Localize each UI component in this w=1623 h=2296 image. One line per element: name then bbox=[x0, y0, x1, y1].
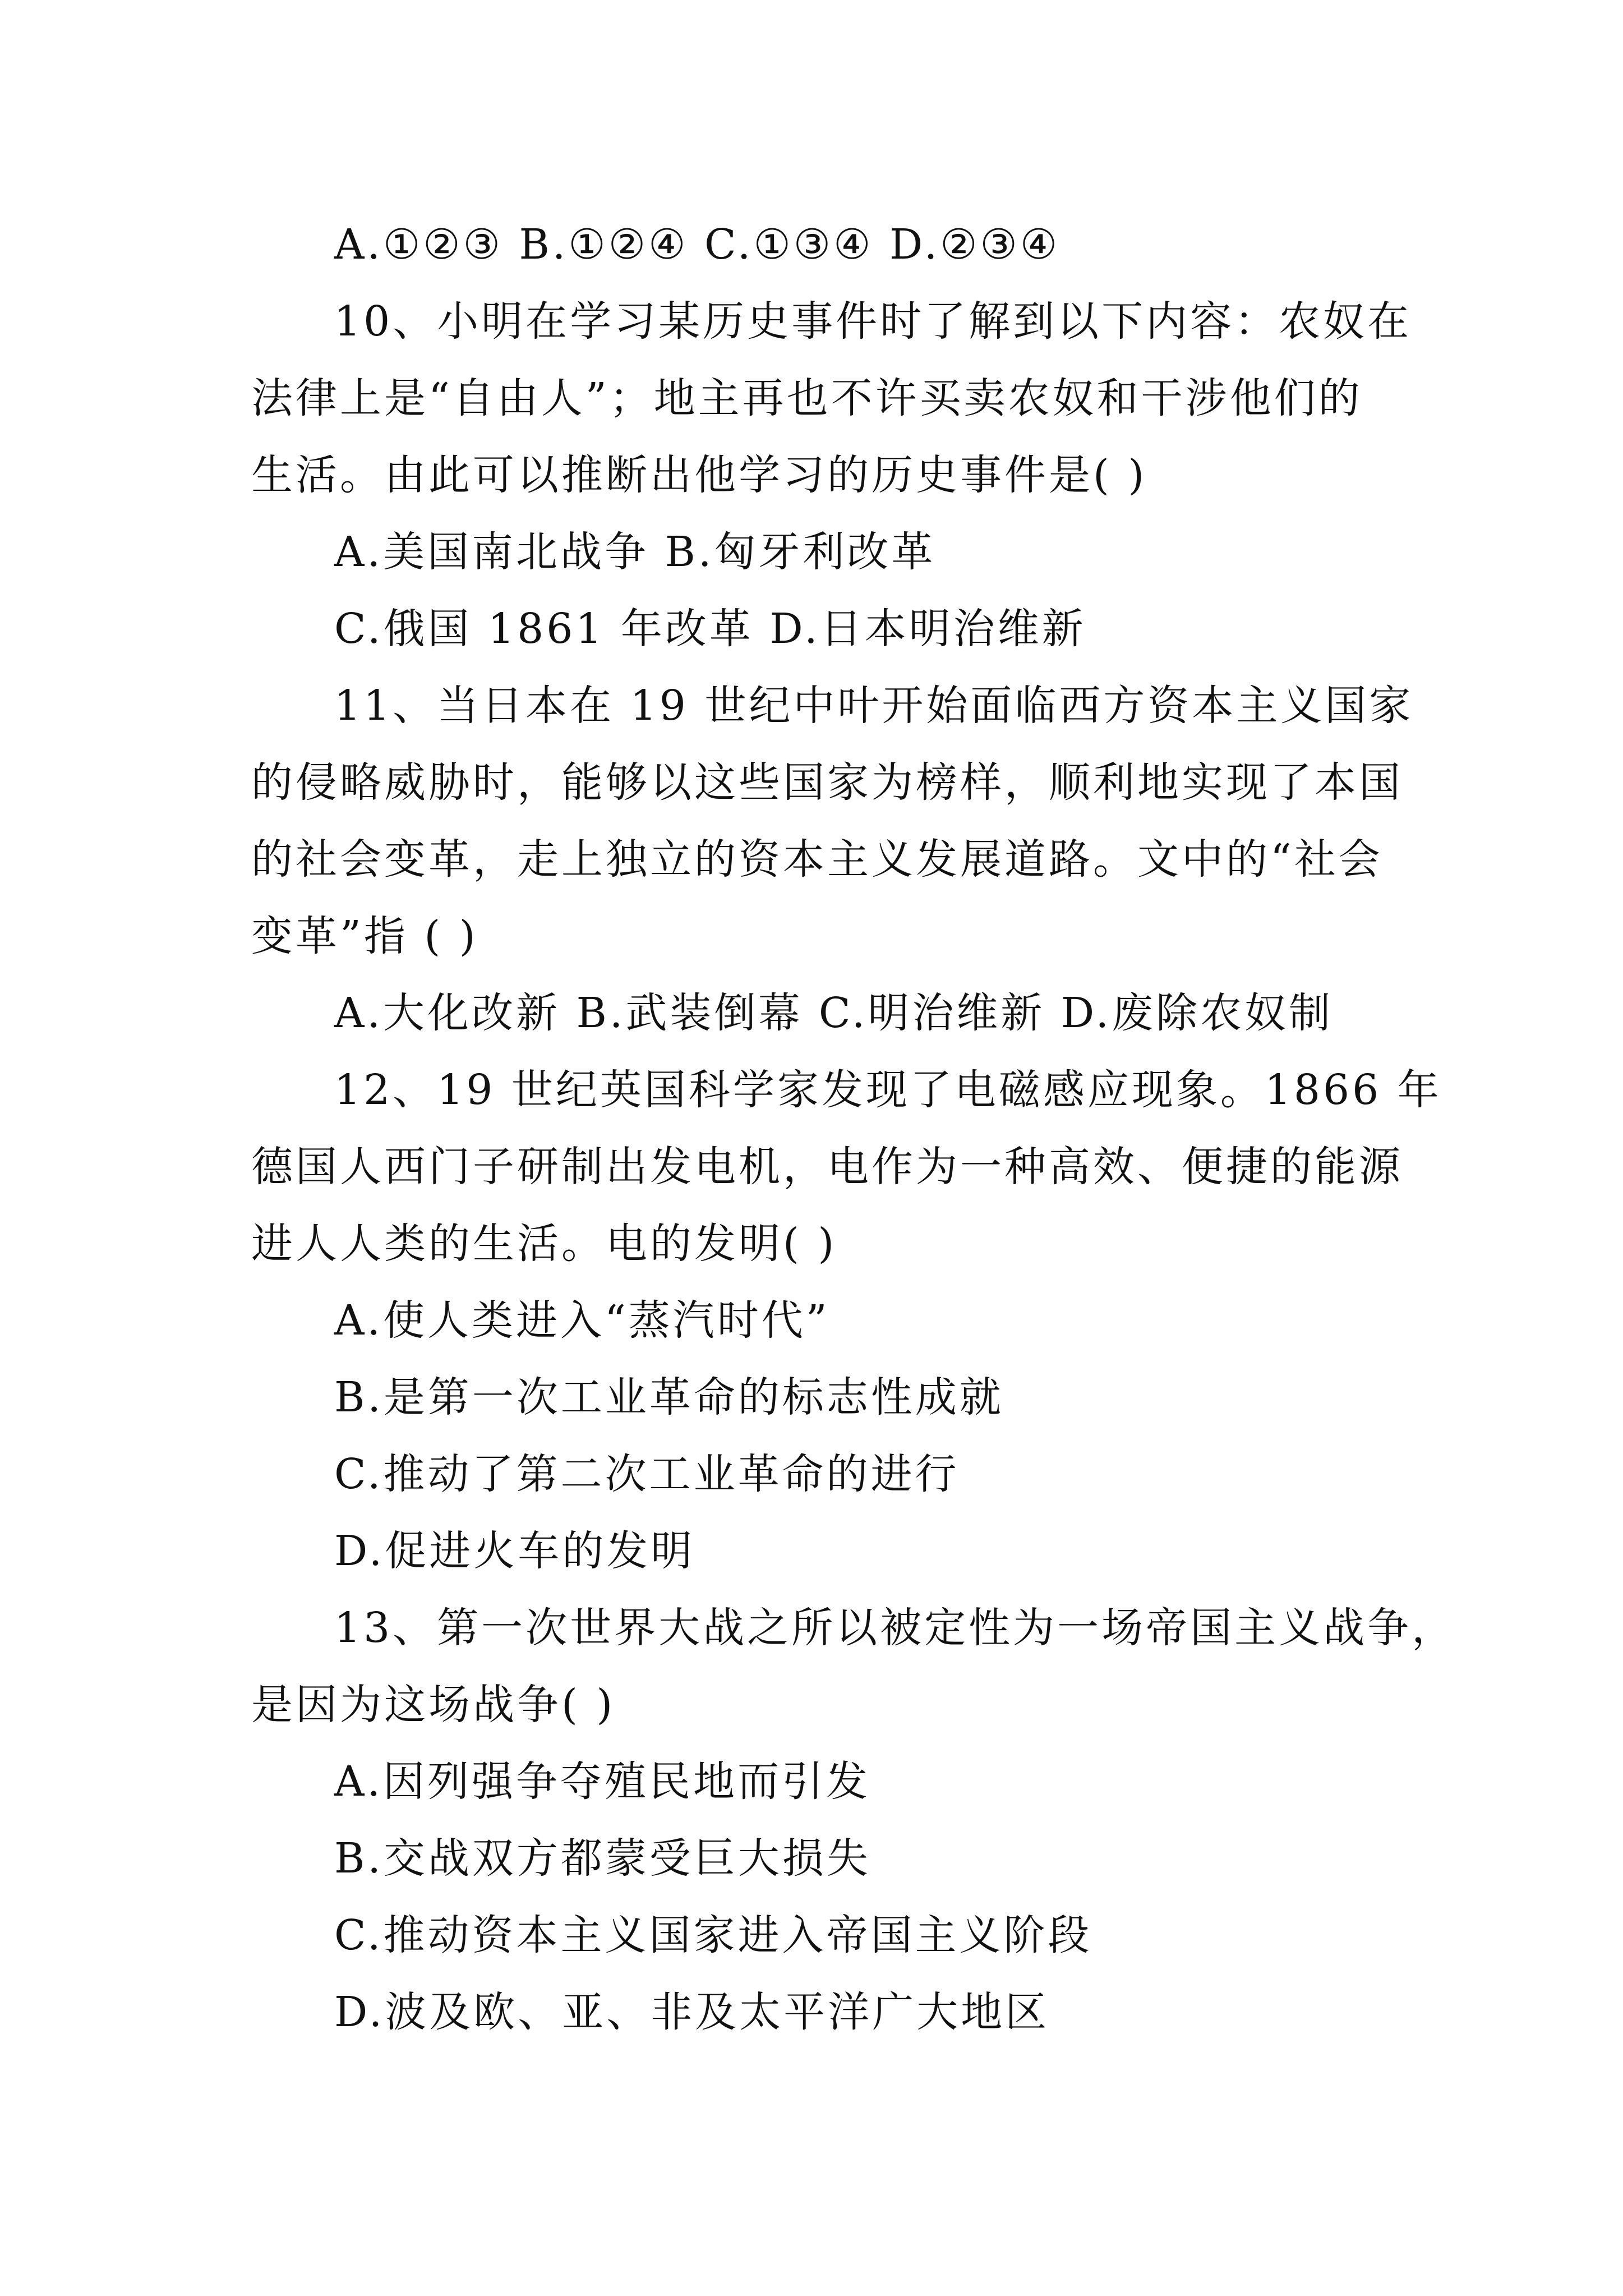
q11-stem-line-2: 的侵略威胁时，能够以这些国家为榜样，顺利地实现了本国 bbox=[251, 758, 1403, 807]
q10-options-ab: A.美国南北战争 B.匈牙利改革 bbox=[334, 528, 936, 576]
q12-option-d: D.促进火车的发明 bbox=[334, 1527, 695, 1575]
q11-stem-line-4: 变革”指 ( ) bbox=[251, 912, 478, 960]
q12-stem-line-2: 德国人西门子研制出发电机，电作为一种高效、便捷的能源 bbox=[251, 1143, 1403, 1191]
q12-stem-line-1: 12、19 世纪英国科学家发现了电磁感应现象。1866 年 bbox=[334, 1066, 1442, 1114]
q9-options: A.①②③ B.①②④ C.①③④ D.②③④ bbox=[334, 220, 1061, 269]
q10-options-cd: C.俄国 1861 年改革 D.日本明治维新 bbox=[334, 605, 1086, 653]
q13-stem-line-2: 是因为这场战争( ) bbox=[251, 1681, 616, 1729]
q12-option-a: A.使人类进入“蒸汽时代” bbox=[334, 1296, 830, 1345]
q13-option-b: B.交战双方都蒙受巨大损失 bbox=[334, 1834, 871, 1883]
q11-options: A.大化改新 B.武装倒幕 C.明治维新 D.废除农奴制 bbox=[334, 989, 1334, 1037]
q12-option-b: B.是第一次工业革命的标志性成就 bbox=[334, 1373, 1004, 1421]
q10-stem-line-2: 法律上是“自由人”；地主再也不许买卖农奴和干涉他们的 bbox=[251, 374, 1363, 422]
q11-stem-line-1: 11、当日本在 19 世纪中叶开始面临西方资本主义国家 bbox=[334, 682, 1414, 730]
q10-stem-line-1: 10、小明在学习某历史事件时了解到以下内容：农奴在 bbox=[334, 297, 1412, 346]
document-body bbox=[251, 206, 1456, 2051]
q13-option-a: A.因列强争夺殖民地而引发 bbox=[334, 1757, 870, 1806]
q13-option-d: D.波及欧、亚、非及太平洋广大地区 bbox=[334, 1988, 1050, 2036]
q13-option-c: C.推动资本主义国家进入帝国主义阶段 bbox=[334, 1911, 1092, 1959]
q12-option-c: C.推动了第二次工业革命的进行 bbox=[334, 1450, 960, 1498]
q10-stem-line-3: 生活。由此可以推断出他学习的历史事件是( ) bbox=[251, 451, 1147, 499]
q12-stem-line-3: 进人人类的生活。电的发明( ) bbox=[251, 1220, 837, 1268]
q13-stem-line-1: 13、第一次世界大战之所以被定性为一场帝国主义战争， bbox=[334, 1604, 1456, 1652]
q11-stem-line-3: 的社会变革，走上独立的资本主义发展道路。文中的“社会 bbox=[251, 835, 1383, 884]
